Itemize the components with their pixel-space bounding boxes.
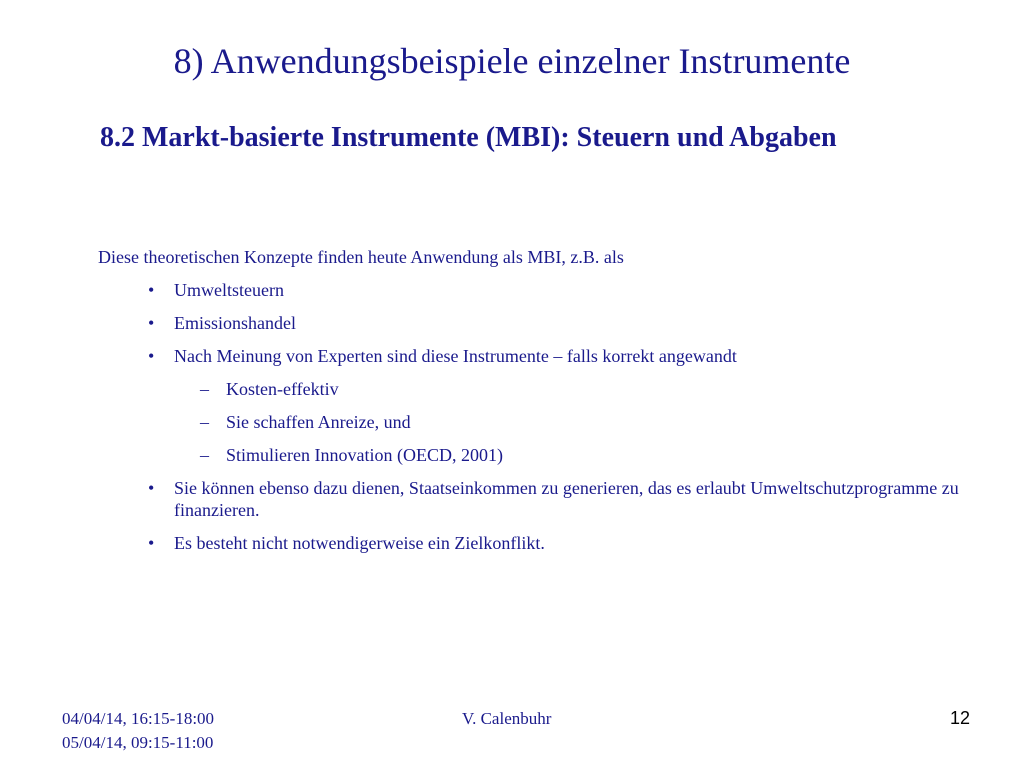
subtitle-bold: 8.2 Markt-basierte Instrumente (MBI): — [100, 122, 570, 153]
bullet-item — [98, 279, 978, 301]
bullet-item — [98, 345, 978, 466]
bullet-item — [98, 532, 978, 554]
slide-title: 8) Anwendungsbeispiele einzelner Instrumente — [173, 41, 851, 81]
bullet-text: Es besteht nicht notwendigerweise ein Zielkonflikt. — [174, 533, 545, 553]
sub-bullet-text: Kosten-effektiv — [226, 379, 339, 399]
bullet-list — [98, 279, 978, 554]
sub-bullet-item — [174, 411, 978, 433]
slide-body — [98, 246, 978, 565]
bullet-text: Emissionshandel — [174, 313, 296, 333]
footer-dates — [62, 707, 214, 755]
slide-subtitle — [100, 118, 837, 158]
sub-bullet-item — [174, 378, 978, 400]
footer-date-line: 05/04/14, 09:15-11:00 — [62, 733, 214, 752]
bullet-item — [98, 477, 978, 521]
dash-marker: – — [200, 445, 209, 465]
bullet-marker: • — [148, 478, 155, 498]
bullet-item — [98, 312, 978, 334]
sub-bullet-item — [174, 444, 978, 466]
dash-marker: – — [200, 412, 209, 432]
bullet-marker: • — [148, 533, 155, 553]
bullet-marker: • — [148, 346, 155, 366]
subtitle-regular: Steuern und Abgaben — [569, 122, 837, 153]
intro-text: Diese theoretischen Konzepte finden heute Anwendung als MBI, z.B. als — [98, 247, 624, 267]
footer-date-line: 04/04/14, 16:15-18:00 — [62, 709, 215, 728]
bullet-marker: • — [148, 280, 155, 300]
footer-author: V. Calenbuhr — [462, 709, 552, 728]
page-number: 12 — [949, 708, 970, 728]
sub-bullet-text: Stimulieren Innovation (OECD, 2001) — [226, 445, 503, 465]
sub-bullet-list — [174, 378, 978, 466]
bullet-text: Umweltsteuern — [174, 280, 284, 300]
bullet-marker: • — [148, 313, 155, 333]
dash-marker: – — [200, 379, 209, 399]
bullet-text: Sie können ebenso dazu dienen, Staatseinkommen zu generieren, das es erlaubt Umweltschutzprogramme zu finanzieren. — [174, 478, 959, 520]
sub-bullet-text: Sie schaffen Anreize, und — [226, 412, 411, 432]
bullet-text: Nach Meinung von Experten sind diese Instrumente – falls korrekt angewandt — [174, 346, 737, 366]
